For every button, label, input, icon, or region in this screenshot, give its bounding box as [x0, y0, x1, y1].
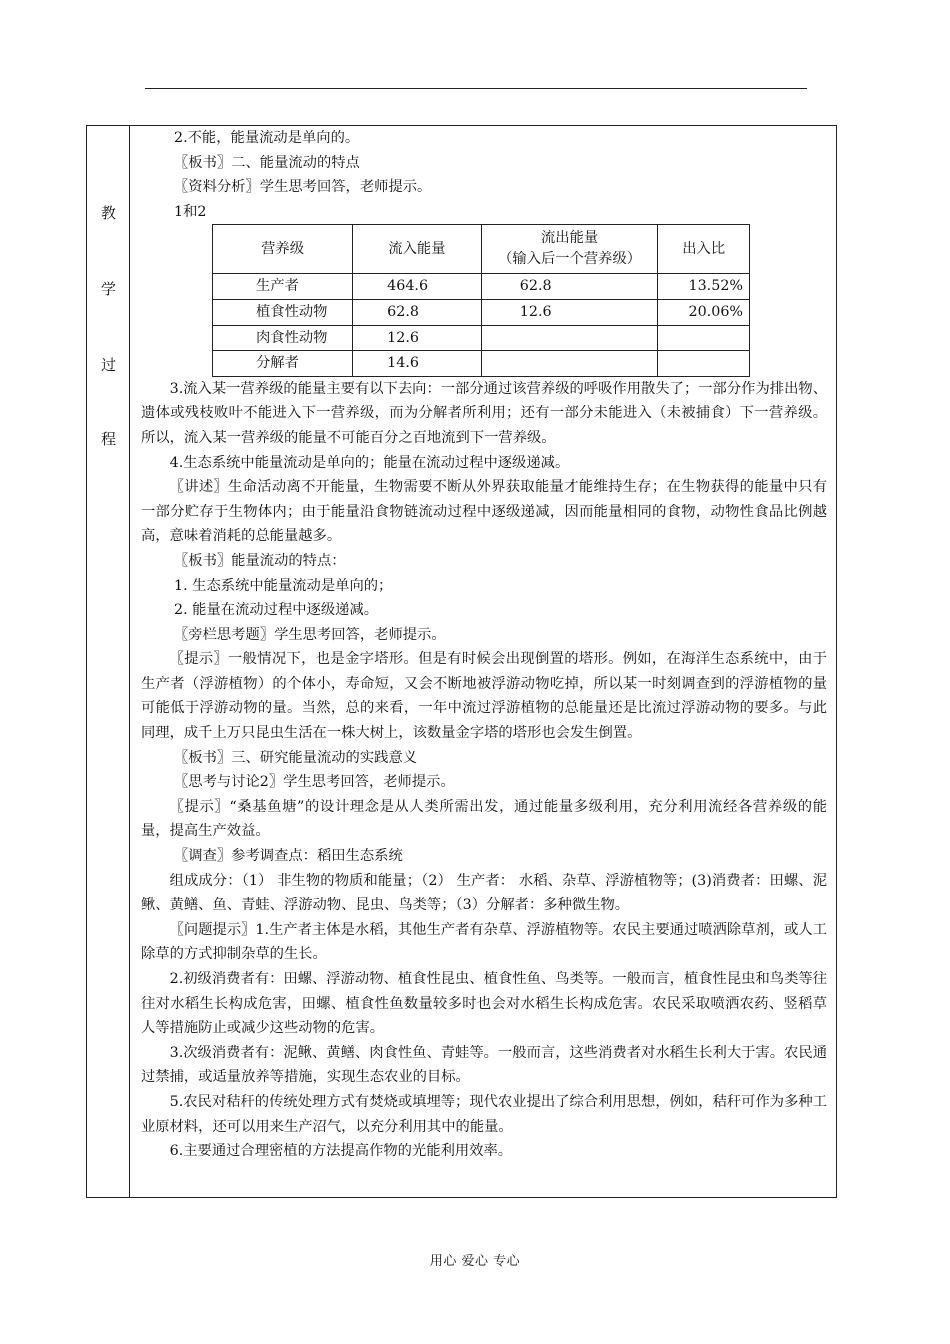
paragraph: 〖讲述〗生命活动离不开能量，生物需要不断从外界获取能量才能维持生存；在生物获得的能量中只有一部分贮存于生物体内；由于能量沿食物链流动过程中逐级递减，因而能量相同的食物，动物性食品比例越高，意味着消耗的总能量越多。	[141, 479, 827, 545]
board-heading: 〖板书〗三、研究能量流动的实践意义	[174, 749, 418, 766]
header-rule	[145, 88, 807, 89]
table-cell: 12.6	[481, 299, 658, 325]
table-cell: 62.8	[353, 299, 482, 325]
paragraph: 3.次级消费者有：泥鳅、黄鳝、肉食性鱼、青蛙等。一般而言，这些消费者对水稻生长利大于害。农民通过禁捕，或适量放养等措施，实现生态农业的目标。	[141, 1044, 827, 1086]
paragraph: 〖提示〗一般情况下，也是金字塔形。但是有时候会出现倒置的塔形。例如，在海洋生态系统中，由于生产者（浮游植物）的个体小，寿命短，又会不断地被浮游动物吃掉，所以某一时刻调查到的浮游植物的量可能低于浮游动物的量。当然，总的来看，一年中流过浮游植物的总能量还是比流过浮游动物的要多。与此同理，成千上万只昆虫生活在一株大树上，该数量金字塔的塔形也会发生倒置。	[141, 651, 827, 742]
table-cell: 植食性动物	[213, 299, 353, 325]
table-cell: 14.6	[353, 351, 482, 377]
paragraph: 6.主要通过合理密植的方法提高作物的光能利用效率。	[169, 1143, 513, 1160]
table-row	[213, 325, 750, 351]
table-cell: 13.52%	[658, 274, 750, 300]
table-row	[213, 299, 750, 325]
list-item: 1. 生态系统中能量流动是单向的；	[174, 577, 393, 594]
energy-flow-table	[212, 224, 750, 376]
header-cell: 营养级	[213, 225, 353, 274]
table-cell	[481, 351, 658, 377]
header-cell	[481, 225, 658, 274]
text-line: 1和2	[174, 203, 207, 220]
side-label-char: 程	[100, 430, 116, 448]
side-label-char: 学	[100, 280, 116, 298]
table-cell: 20.06%	[658, 299, 750, 325]
text-line: 〖资料分析〗学生思考回答，老师提示。	[174, 179, 432, 196]
header-cell-line: 流出能量	[541, 230, 599, 247]
header-cell-line: （输入后一个营养级）	[498, 251, 642, 268]
board-heading: 〖板书〗二、能量流动的特点	[174, 154, 360, 171]
side-label-column	[87, 126, 130, 1197]
table-row	[213, 274, 750, 300]
table-cell: 12.6	[353, 325, 482, 351]
table-cell: 分解者	[213, 351, 353, 377]
paragraph: 〖调查〗参考调查点：稻田生态系统	[174, 848, 403, 865]
side-label-char: 过	[100, 356, 116, 374]
table-cell: 肉食性动物	[213, 325, 353, 351]
table-row	[213, 351, 750, 377]
side-label-char: 教	[100, 204, 116, 222]
lesson-table	[86, 125, 837, 1198]
paragraph: 3.流入某一营养级的能量主要有以下去向：一部分通过该营养级的呼吸作用散失了；一部分作为排出物、遗体或残枝败叶不能进入下一营养级，而为分解者所利用；还有一部分未能进入（未被捕食）下一营养级。所以，流入某一营养级的能量不可能百分之百地流到下一营养级。	[141, 380, 827, 446]
table-cell	[481, 325, 658, 351]
paragraph: 2.初级消费者有：田螺、浮游动物、植食性昆虫、植食性鱼、鸟类等。一般而言，植食性昆虫和鸟类等往往对水稻生长构成危害，田螺、植食性鱼数量较多时也会对水稻生长构成危害。农民采取喷洒农药、竖稻草人等措施防止或减少这些动物的危害。	[141, 971, 827, 1037]
paragraph: 组成成分：（1） 非生物的物质和能量；（2） 生产者： 水稻、杂草、浮游植物等；(3)消费者：田螺、泥鳅、黄鳝、鱼、青蛙、浮游动物、昆虫、鸟类等；（3）分解者：多种微生物。	[141, 872, 827, 914]
table-cell	[658, 325, 750, 351]
paragraph: 〖提示〗“桑基鱼塘”的设计理念是从人类所需出发，通过能量多级利用，充分利用流经各营养级的能量，提高生产效益。	[141, 798, 827, 840]
paragraph: 〖思考与讨论2〗学生思考回答，老师提示。	[174, 774, 455, 791]
table-header-row	[213, 225, 750, 274]
table-cell: 62.8	[481, 274, 658, 300]
board-heading: 〖板书〗能量流动的特点：	[174, 552, 346, 569]
table-cell: 464.6	[353, 274, 482, 300]
header-cell: 流入能量	[353, 225, 482, 274]
paragraph: 〖问题提示〗1.生产者主体是水稻，其他生产者有杂草、浮游植物等。农民主要通过喷洒除草剂，或人工除草的方式抑制杂草的生长。	[141, 921, 827, 963]
page-footer: 用心 爱心 专心	[429, 1254, 521, 1269]
table-cell: 生产者	[213, 274, 353, 300]
paragraph: 4.生态系统中能量流动是单向的；能量在流动过程中逐级递减。	[169, 454, 570, 471]
header-cell: 出入比	[658, 225, 750, 274]
lesson-content	[130, 126, 836, 1197]
table-cell	[658, 351, 750, 377]
list-item: 2. 能量在流动过程中逐级递减。	[174, 602, 379, 619]
paragraph: 〖旁栏思考题〗学生思考回答，老师提示。	[174, 626, 446, 643]
text-line: 2.不能，能量流动是单向的。	[174, 130, 360, 146]
paragraph: 5.农民对秸秆的传统处理方式有焚烧或填埋等；现代农业提出了综合利用思想，例如，秸秆可作为多种工业原材料，还可以用来生产沼气，以充分利用其中的能量。	[141, 1093, 827, 1135]
